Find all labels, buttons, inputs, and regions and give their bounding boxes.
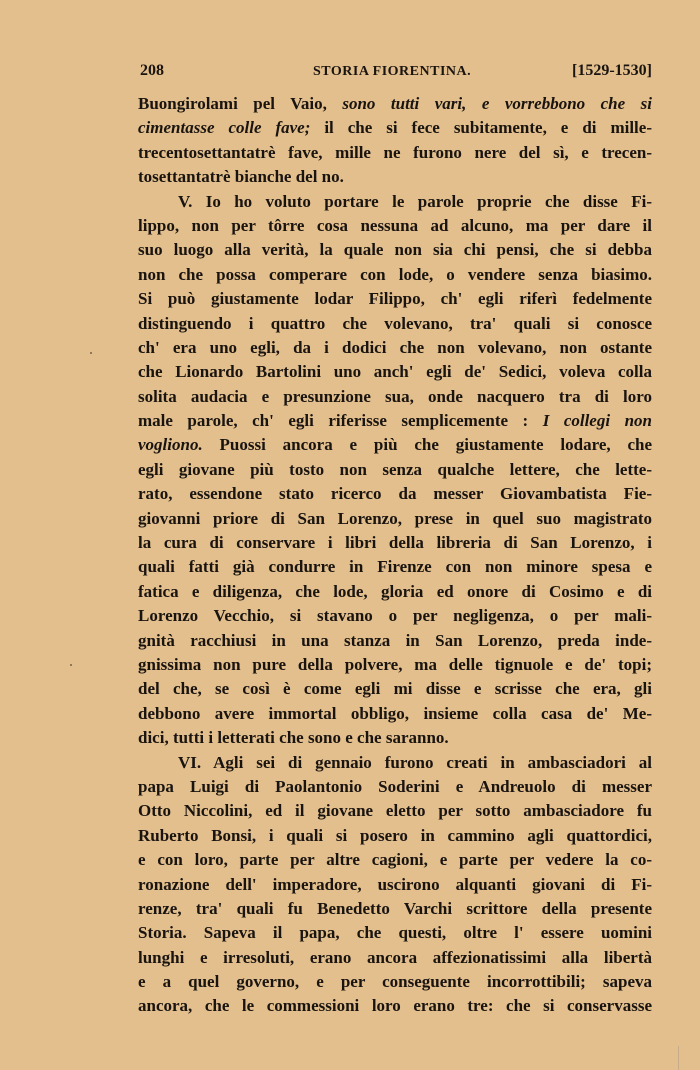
text-line xyxy=(138,970,652,994)
text-run: che Lionardo Bartolini uno anch' egli de' Sedici, voleva colla xyxy=(138,362,652,382)
text-run: Puossi ancora e più che giustamente lodare, che xyxy=(202,435,652,455)
text-line xyxy=(138,775,652,799)
text-line xyxy=(138,580,652,604)
text-line xyxy=(138,921,652,945)
text-line xyxy=(138,141,652,165)
text-line xyxy=(138,824,652,848)
text-run: male parole, ch' egli riferisse semplicemente : xyxy=(138,411,543,431)
text-line xyxy=(138,507,652,531)
text-line xyxy=(138,751,652,775)
text-line xyxy=(138,287,652,311)
text-line xyxy=(138,165,652,189)
body-text xyxy=(138,92,652,1019)
text-line xyxy=(138,385,652,409)
italic-text: vogliono. xyxy=(138,435,203,455)
text-run: quali fatti già condurre in Firenze con non minore spesa e xyxy=(138,557,652,577)
text-line xyxy=(138,190,652,214)
italic-text: cimentasse colle fave; xyxy=(138,118,311,138)
text-line xyxy=(138,92,652,116)
text-run: tosettantatrè bianche del no. xyxy=(138,167,344,187)
text-run: gnissima non pure della polvere, ma delle tignuole e de' topi; xyxy=(138,654,652,674)
text-run: ch' era uno egli, da i dodici che non volevano, non ostante xyxy=(138,337,652,357)
text-line xyxy=(138,994,652,1018)
text-line xyxy=(138,482,652,506)
text-line xyxy=(138,677,652,701)
italic-text: I collegi non xyxy=(542,411,652,431)
text-line xyxy=(138,653,652,677)
text-run: Otto Niccolini, ed il giovane eletto per sotto ambasciadore fu xyxy=(138,801,652,821)
text-line xyxy=(138,555,652,579)
text-line xyxy=(138,336,652,360)
italic-text: sono tutti vari, e vorrebbono che si xyxy=(342,94,652,113)
text-line xyxy=(138,848,652,872)
text-line xyxy=(138,214,652,238)
text-run: VI. Agli sei di gennaio furono creati in ambasciadori al xyxy=(178,752,652,772)
text-run: ronazione dell' imperadore, uscirono alquanti giovani di Fi- xyxy=(138,874,652,894)
text-run: gnità racchiusi in una stanza in San Lorenzo, preda inde- xyxy=(138,630,652,650)
text-run: del che, se così è come egli mi disse e scrisse che era, gli xyxy=(138,679,652,699)
text-run: Si può giustamente lodar Filippo, ch' egli riferì fedelmente xyxy=(138,289,652,309)
margin-speck xyxy=(70,664,72,666)
text-run: papa Luigi di Paolantonio Soderini e Andreuolo di messer xyxy=(138,776,652,796)
text-line xyxy=(138,726,652,750)
text-run: trecentosettantatrè fave, mille ne furono nere del sì, e trecen- xyxy=(138,142,652,162)
text-run: giovanni priore di San Lorenzo, prese in quel suo magistrato xyxy=(138,508,652,528)
text-line xyxy=(138,458,652,482)
text-line xyxy=(138,629,652,653)
text-line xyxy=(138,312,652,336)
text-run: dici, tutti i letterati che sono e che saranno. xyxy=(138,728,449,748)
text-run: Storia. Sapeva il papa, che questi, oltre l' essere uomini xyxy=(138,923,652,943)
text-run: ancora, che le commessioni loro erano tre: che si conservasse xyxy=(138,996,652,1016)
year-range: [1529-1530] xyxy=(572,62,652,79)
text-run: egli giovane più tosto non senza qualche lettere, che lette- xyxy=(138,459,652,479)
text-line xyxy=(138,604,652,628)
text-line xyxy=(138,946,652,970)
text-run: rato, essendone stato ricerco da messer Giovambatista Fie- xyxy=(138,484,652,504)
text-line xyxy=(138,433,652,457)
text-line xyxy=(138,360,652,384)
text-line xyxy=(138,116,652,140)
text-run: V. Io ho voluto portare le parole proprie che disse Fi- xyxy=(178,191,652,211)
text-line xyxy=(138,531,652,555)
page-edge-line xyxy=(678,1046,679,1070)
page-header xyxy=(138,60,652,86)
text-run: distinguendo i quattro che volevano, tra' quali si conosce xyxy=(138,313,652,333)
text-run: fatica e diligenza, che lode, gloria ed onore di Cosimo e di xyxy=(138,581,652,601)
text-line xyxy=(138,873,652,897)
text-line xyxy=(138,238,652,262)
text-run: e con loro, parte per altre cagioni, e parte per vedere la co- xyxy=(138,850,652,870)
text-run: la cura di conservare i libri della libreria di San Lorenzo, i xyxy=(138,533,652,553)
text-line xyxy=(138,263,652,287)
text-run: il che si fece subitamente, e di mille- xyxy=(310,118,652,138)
text-run: e a quel governo, e per conseguente incorrottibili; sapeva xyxy=(138,972,652,992)
text-run: non che possa comperare con lode, o vendere senza biasimo. xyxy=(138,264,652,284)
text-run: Lorenzo Vecchio, si stavano o per negligenza, o per mali- xyxy=(138,606,652,626)
text-line xyxy=(138,702,652,726)
margin-speck xyxy=(90,352,92,354)
text-run: Ruberto Bonsi, i quali si posero in cammino agli quattordici, xyxy=(138,825,652,845)
page-number: 208 xyxy=(140,62,164,79)
text-run: Buongirolami pel Vaio, xyxy=(138,94,343,113)
text-run: solita audacia e presunzione sua, onde nacquero tra di loro xyxy=(138,386,652,406)
text-run: renze, tra' quali fu Benedetto Varchi scrittore della presente xyxy=(138,898,652,918)
text-run: lunghi e irresoluti, erano ancora affezionatissimi alla libertà xyxy=(138,947,652,967)
text-line xyxy=(138,409,652,433)
text-run: lippo, non per tôrre cosa nessuna ad alcuno, ma per dare il xyxy=(138,215,652,235)
text-run: debbono avere immortal obbligo, insieme colla casa de' Me- xyxy=(138,703,652,723)
book-page xyxy=(138,60,652,1019)
text-line xyxy=(138,799,652,823)
text-run: suo luogo alla verità, la quale non sia chi pensi, che si debba xyxy=(138,240,652,260)
running-title: STORIA FIORENTINA. xyxy=(313,64,472,79)
text-line xyxy=(138,897,652,921)
